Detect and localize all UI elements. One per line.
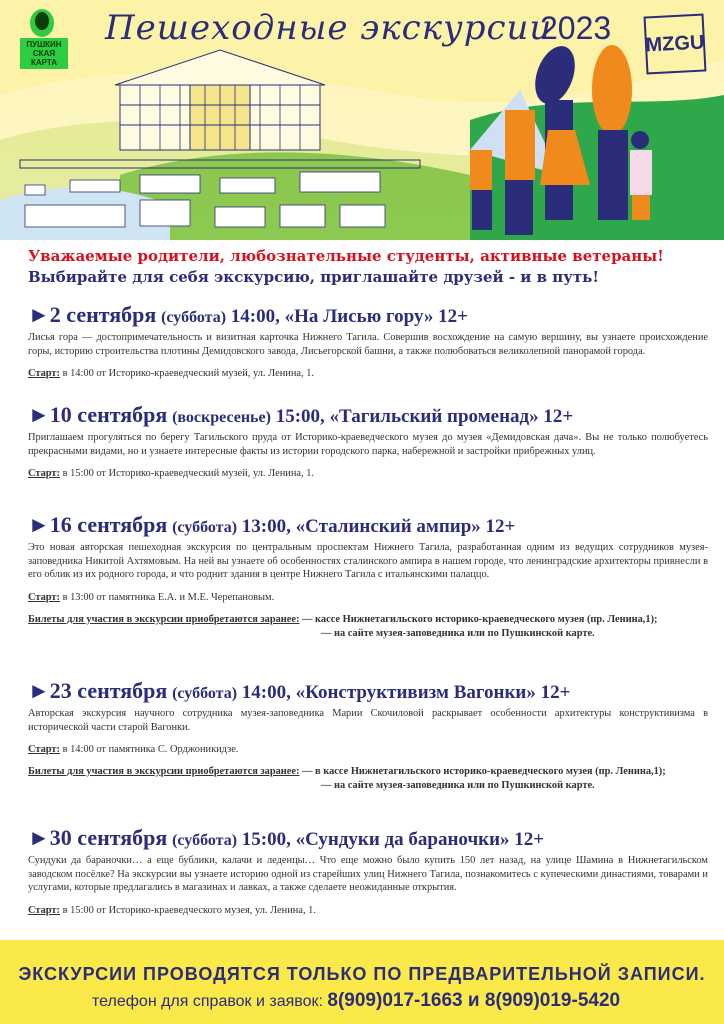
event-description: Это новая авторская пешеходная экскурсия по центральным проспектам Нижнего Тагила, разработанная одним из ведущих сотрудников музея-заповедника Никитой Ахтямовым. На ней вы узнаете об особенностях сталинского ампира в нашем городе, что ленинградские архитекторы привнесли в его облик из их родного города, и что роднит здания в центре Нижнего Тагила с итальянскими палаццо. — [28, 542, 708, 580]
event-tickets — [28, 765, 708, 793]
start-label: Старт: — [28, 368, 60, 379]
event-day: (суббота) — [172, 519, 238, 536]
pushkin-card-label: ПУШКИН СКАЯ КАРТА — [20, 38, 68, 69]
tickets-option-2: — на сайте музея-заповедника или по Пушкинской карте. — [321, 627, 595, 639]
intro-line-1: Уважаемые родители, любознательные студенты, активные ветераны! — [28, 247, 664, 265]
event-3 — [28, 512, 708, 641]
start-label: Старт: — [28, 904, 60, 916]
mzgu-logo: MZGU — [644, 13, 707, 74]
start-text: в 14:00 от памятника С. Орджоникидзе. — [60, 744, 239, 755]
event-title: 14:00, «Конструктивизм Вагонки» 12+ — [241, 682, 571, 703]
event-heading — [28, 402, 708, 431]
event-title: 15:00, «Сундуки да бараночки» 12+ — [241, 829, 545, 850]
start-label: Старт: — [28, 744, 60, 755]
event-date: 23 сентября — [49, 678, 168, 703]
tickets-option-1: — кассе Нижнетагильского историко-краеведческого музея (пр. Ленина,1); — [299, 613, 658, 625]
start-text: в 15:00 от Историко-краеведческий музей, ул. Ленина, 1. — [60, 468, 314, 479]
event-start — [28, 592, 708, 603]
event-date: 16 сентября — [49, 512, 168, 537]
event-day: (суббота) — [172, 832, 238, 849]
event-title: 15:00, «Тагильский променад» 12+ — [275, 406, 574, 427]
start-label: Старт: — [28, 468, 60, 479]
event-description: Лисья гора — достопримечательность и визитная карточка Нижнего Тагила. Совершив восхождение на самую вершину, вы узнаете происхождение горы, историю строительства плотины Демидовского завода, Лисьегорской башни, а также полюбоваться великолепной панорамой города. — [28, 332, 708, 357]
arrow-icon: ► — [28, 302, 50, 327]
event-day: (воскресенье) — [172, 409, 271, 426]
start-label: Старт: — [28, 591, 60, 603]
phone-and: и — [462, 990, 485, 1011]
event-heading — [28, 678, 708, 707]
event-4 — [28, 678, 708, 793]
event-start — [28, 905, 708, 916]
tickets-label: Билеты для участия в экскурсии приобретаются заранее: — [28, 766, 300, 777]
event-heading — [28, 825, 708, 854]
event-day: (суббота) — [161, 309, 227, 326]
arrow-icon: ► — [28, 512, 50, 537]
intro-line-2: Выбирайте для себя экскурсию, приглашайте друзей - и в путь! — [28, 268, 599, 286]
event-heading — [28, 512, 708, 541]
event-5 — [28, 825, 708, 916]
event-1 — [28, 302, 708, 379]
page-title: Пешеходные экскурсии — [105, 8, 553, 48]
start-text: в 13:00 от памятника Е.А. и М.Е. Черепановым. — [60, 591, 275, 603]
phone-number-2[interactable]: 8(909)019-5420 — [484, 990, 621, 1011]
tickets-label: Билеты для участия в экскурсии приобретаются заранее: — [28, 613, 300, 625]
event-2 — [28, 402, 708, 479]
event-date: 2 сентября — [49, 302, 157, 327]
arrow-icon: ► — [28, 402, 50, 427]
arrow-icon: ► — [28, 678, 50, 703]
event-start — [28, 368, 708, 379]
event-description: Авторская экскурсия научного сотрудника музея-заповедника Марии Скочиловой раскрывает особенности архитектуры конструктивизма в исторической части старой Вагонки. — [28, 708, 708, 733]
tickets-option-2: — на сайте музея-заповедника или по Пушкинской карте. — [321, 780, 595, 791]
event-title: 14:00, «На Лисью гору» 12+ — [230, 306, 469, 327]
event-date: 10 сентября — [49, 402, 168, 427]
event-description: Сундуки да бараночки… а еще бублики, калачи и леденцы… Что еще можно было купить 150 лет назад, на улице Шамина в Нижнетагильском заводском посёлке? На экскурсии вы узнаете историю одной из старейших улиц Нижнего Тагила, познакомитесь с купеческими династиями, товарами и услугами, которые предлагались в магазинах и лавках, а также сделаете неожиданные открытия. — [28, 855, 708, 893]
arrow-icon: ► — [28, 825, 50, 850]
phone-number-1[interactable]: 8(909)017-1663 — [327, 990, 463, 1011]
footer-notice: ЭКСКУРСИИ ПРОВОДЯТСЯ ТОЛЬКО ПО ПРЕДВАРИТЕЛЬНОЙ ЗАПИСИ. — [18, 964, 706, 984]
event-day: (суббота) — [172, 685, 238, 702]
event-heading — [28, 302, 708, 331]
event-description: Приглашаем прогуляться по берегу Тагильского пруда от Историко-краеведческого музея до музея «Демидовская дача». Вы не только полюбуетесь прекрасными видами, но и узнаете интересные факты из истории городского парка, набережной и застройки прибрежных улиц. — [28, 432, 708, 457]
page-year: 2023 — [540, 10, 612, 46]
event-start — [28, 744, 708, 755]
start-text: в 15:00 от Историко-краеведческого музея, ул. Ленина, 1. — [60, 904, 316, 916]
intro — [28, 246, 708, 288]
event-tickets — [28, 613, 708, 641]
event-title: 13:00, «Сталинский ампир» 12+ — [241, 516, 516, 537]
tickets-option-1: — в кассе Нижнетагильского историко-краеведческого музея (пр. Ленина,1); — [299, 766, 666, 777]
event-date: 30 сентября — [49, 825, 168, 850]
start-text: в 14:00 от Историко-краеведческий музей, ул. Ленина, 1. — [60, 368, 314, 379]
pushkin-portrait-icon — [20, 8, 64, 38]
phone-label: телефон для справок и заявок: — [92, 993, 323, 1010]
event-start — [28, 468, 708, 479]
footer-contacts — [92, 990, 620, 1012]
